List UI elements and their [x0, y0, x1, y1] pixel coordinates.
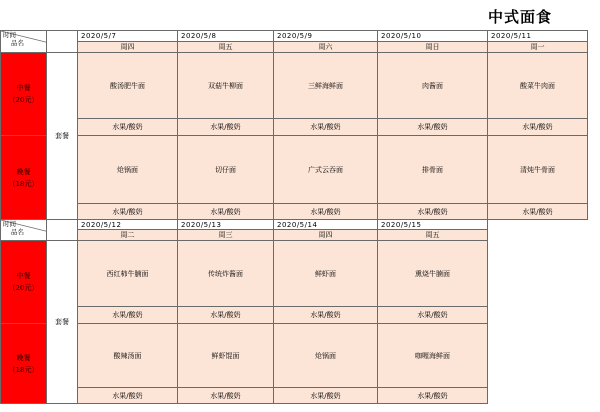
- date-cell: 2020/5/8: [178, 31, 274, 42]
- corner-time-label: 时间: [3, 31, 16, 39]
- date-cell: 2020/5/7: [78, 31, 178, 42]
- corner-filler: [47, 220, 78, 241]
- date-cell: 2020/5/9: [274, 31, 378, 42]
- side-dish: 水果/酸奶: [178, 119, 274, 136]
- corner-header-week1: [1, 31, 47, 53]
- date-cell: 2020/5/15: [378, 220, 488, 230]
- weekday-cell: 周五: [378, 230, 488, 241]
- dinner-dish: 广式云吞面: [274, 136, 378, 204]
- dinner-dish: 切仔面: [178, 136, 274, 204]
- weekday-cell: 周五: [178, 42, 274, 53]
- date-cell: 2020/5/13: [178, 220, 274, 230]
- dinner-dish: 炝锅面: [78, 136, 178, 204]
- side-dish: 水果/酸奶: [78, 119, 178, 136]
- side-dish: 水果/酸奶: [378, 307, 488, 324]
- lunch-label-week1: [1, 53, 47, 136]
- lunch-dish: 肉酱面: [378, 53, 488, 119]
- side-dish: 水果/酸奶: [378, 204, 488, 220]
- set-label-week2: 套餐: [47, 241, 78, 404]
- lunch-dish: 西红柿牛腩面: [78, 241, 178, 307]
- lunch-dish: 传统炸酱面: [178, 241, 274, 307]
- side-dish: 水果/酸奶: [178, 307, 274, 324]
- weekday-cell: 周二: [78, 230, 178, 241]
- dinner-dish: 鲜虾馄面: [178, 324, 274, 388]
- meal-price: （20元）: [8, 284, 39, 292]
- weekday-cell: 周日: [378, 42, 488, 53]
- dinner-dish: 咖喱海鲜面: [378, 324, 488, 388]
- lunch-dish: 酸汤肥牛面: [78, 53, 178, 119]
- lunch-dish: 三鲜海鲜面: [274, 53, 378, 119]
- side-dish: 水果/酸奶: [178, 388, 274, 404]
- corner-time-label: 时间: [3, 220, 16, 228]
- lunch-dish: 双菇牛柳面: [178, 53, 274, 119]
- side-dish: 水果/酸奶: [488, 204, 588, 220]
- side-dish: 水果/酸奶: [274, 307, 378, 324]
- dinner-label-week2: [1, 324, 47, 404]
- dinner-label-week1: [1, 136, 47, 220]
- meal-name: 中餐: [16, 84, 31, 92]
- dinner-dish: 清炖牛骨面: [488, 136, 588, 204]
- weekday-cell: 周三: [178, 230, 274, 241]
- date-cell: 2020/5/10: [378, 31, 488, 42]
- weekday-cell: 周四: [274, 230, 378, 241]
- meal-name: 中餐: [16, 272, 31, 280]
- dinner-dish: 炝锅面: [274, 324, 378, 388]
- meal-name: 晚餐: [16, 353, 31, 362]
- menu-sheet: [0, 30, 588, 404]
- corner-filler: [47, 31, 78, 53]
- side-dish: 水果/酸奶: [274, 388, 378, 404]
- meal-price: （18元）: [8, 179, 39, 188]
- set-label-week1: 套餐: [47, 53, 78, 220]
- lunch-dish: 熏烧牛腩面: [378, 241, 488, 307]
- lunch-dish: 鲜虾面: [274, 241, 378, 307]
- corner-item-label: 品名: [11, 228, 24, 236]
- dinner-dish: 排骨面: [378, 136, 488, 204]
- date-cell: 2020/5/14: [274, 220, 378, 230]
- side-dish: 水果/酸奶: [274, 119, 378, 136]
- side-dish: 水果/酸奶: [78, 204, 178, 220]
- weekday-cell: 周四: [78, 42, 178, 53]
- side-dish: 水果/酸奶: [178, 204, 274, 220]
- side-dish: 水果/酸奶: [488, 119, 588, 136]
- side-dish: 水果/酸奶: [378, 119, 488, 136]
- corner-item-label: 品名: [11, 39, 24, 47]
- side-dish: 水果/酸奶: [378, 388, 488, 404]
- side-dish: 水果/酸奶: [78, 307, 178, 324]
- weekday-cell: 周一: [488, 42, 588, 53]
- menu-table: [0, 30, 588, 404]
- date-cell: 2020/5/12: [78, 220, 178, 230]
- lunch-label-week2: [1, 241, 47, 324]
- side-dish: 水果/酸奶: [274, 204, 378, 220]
- meal-price: （18元）: [8, 365, 39, 374]
- side-dish: 水果/酸奶: [78, 388, 178, 404]
- meal-name: 晚餐: [16, 167, 31, 176]
- page-title: 中式面食: [488, 8, 553, 26]
- corner-header-week2: [1, 220, 47, 241]
- meal-price: （20元）: [8, 96, 39, 104]
- date-cell: 2020/5/11: [488, 31, 588, 42]
- dinner-dish: 酸辣汤面: [78, 324, 178, 388]
- empty-area: [488, 220, 588, 404]
- lunch-dish: 酸菜牛肉面: [488, 53, 588, 119]
- weekday-cell: 周六: [274, 42, 378, 53]
